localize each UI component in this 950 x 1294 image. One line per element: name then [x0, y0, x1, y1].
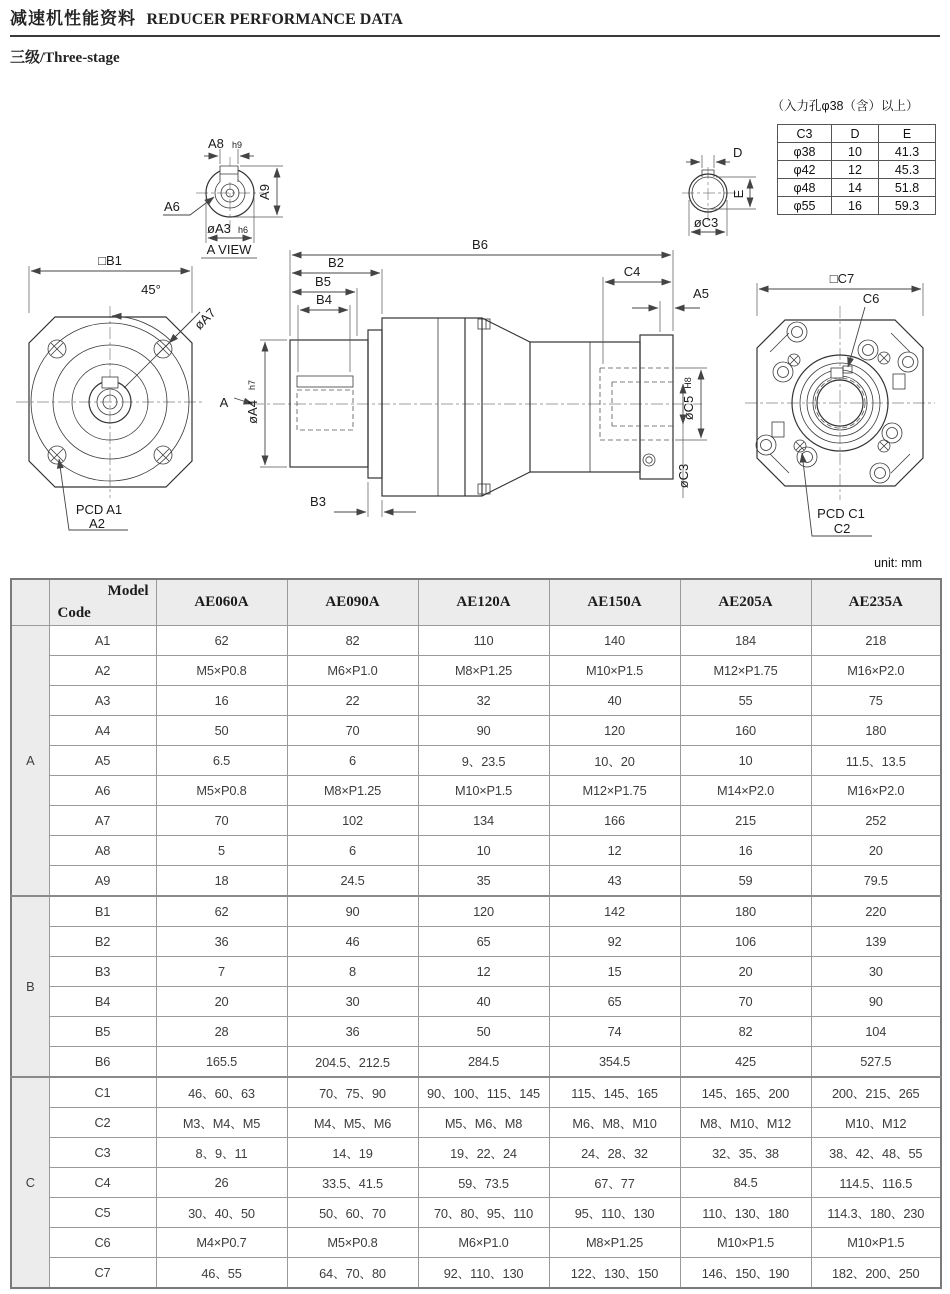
value-cell: 134 [418, 806, 549, 836]
value-cell: 79.5 [811, 866, 941, 897]
value-cell: 10、20 [549, 746, 680, 776]
code-cell: C6 [49, 1228, 156, 1258]
input-hole-cell: φ38 [778, 143, 832, 161]
code-cell: A2 [49, 656, 156, 686]
section-label: C [11, 1077, 49, 1288]
corner-spacer [11, 579, 49, 626]
input-hole-cell: 51.8 [879, 179, 936, 197]
table-row [11, 987, 941, 1017]
input-hole-table [777, 124, 936, 215]
code-cell: A5 [49, 746, 156, 776]
value-cell: 9、23.5 [418, 746, 549, 776]
code-cell: B4 [49, 987, 156, 1017]
front-flange-view [16, 253, 253, 531]
value-cell: 19、22、24 [418, 1138, 549, 1168]
value-cell: 55 [680, 686, 811, 716]
value-cell: 59 [680, 866, 811, 897]
table-row [11, 776, 941, 806]
value-cell: 8 [287, 957, 418, 987]
rear-flange-view [745, 271, 935, 536]
value-cell: 35 [418, 866, 549, 897]
table-row [11, 746, 941, 776]
code-cell: C2 [49, 1108, 156, 1138]
angle-label-45: 45° [141, 282, 161, 297]
value-cell: 10 [680, 746, 811, 776]
value-cell: 75 [811, 686, 941, 716]
value-cell: 32 [418, 686, 549, 716]
table-row [11, 626, 941, 656]
value-cell: 65 [549, 987, 680, 1017]
dim-label-c3-side: øC3 [676, 463, 691, 489]
table-row [11, 1047, 941, 1078]
input-shaft-end-view [682, 145, 756, 236]
value-cell: 70 [287, 716, 418, 746]
value-cell: 16 [680, 836, 811, 866]
code-cell: A3 [49, 686, 156, 716]
value-cell: M10×P1.5 [811, 1228, 941, 1258]
title-english: REDUCER PERFORMANCE DATA [146, 11, 403, 28]
table-row [11, 1258, 941, 1289]
input-hole-column-header: D [832, 125, 879, 143]
section-label: B [11, 896, 49, 1077]
value-cell: 70 [156, 806, 287, 836]
value-cell: 5 [156, 836, 287, 866]
value-cell: M8×P1.25 [287, 776, 418, 806]
value-cell: 7 [156, 957, 287, 987]
code-cell: C7 [49, 1258, 156, 1289]
value-cell: 114.3、180、230 [811, 1198, 941, 1228]
dim-label-c7: □C7 [829, 271, 855, 286]
value-cell: 90 [811, 987, 941, 1017]
value-cell: 64、70、80 [287, 1258, 418, 1289]
value-cell: M8×P1.25 [418, 656, 549, 686]
table-row [11, 716, 941, 746]
value-cell: 104 [811, 1017, 941, 1047]
value-cell: M5×P0.8 [156, 776, 287, 806]
table-row [11, 896, 941, 927]
value-cell: 215 [680, 806, 811, 836]
value-cell: 62 [156, 896, 287, 927]
value-cell: 354.5 [549, 1047, 680, 1078]
code-cell: A1 [49, 626, 156, 656]
plug-screws [478, 319, 490, 494]
code-cell: B5 [49, 1017, 156, 1047]
model-column-header: AE235A [811, 579, 941, 626]
dim-label-c3-end: øC3 [693, 215, 719, 230]
dim-tol-a4: h7 [247, 379, 257, 391]
input-hole-header-row [778, 125, 936, 143]
subtitle-three-stage: 三级/Three-stage [10, 50, 120, 66]
unit-note: unit: mm [874, 556, 922, 570]
value-cell: 50、60、70 [287, 1198, 418, 1228]
table-row [11, 1168, 941, 1198]
value-cell: 145、165、200 [680, 1077, 811, 1108]
model-column-header: AE060A [156, 579, 287, 626]
input-hole-row [778, 197, 936, 215]
input-hole-cell: φ55 [778, 197, 832, 215]
input-hole-cell: 45.3 [879, 161, 936, 179]
value-cell: 6 [287, 836, 418, 866]
rear-bolt-holes [756, 322, 918, 483]
value-cell: M12×P1.75 [680, 656, 811, 686]
value-cell: 527.5 [811, 1047, 941, 1078]
value-cell: 115、145、165 [549, 1077, 680, 1108]
code-cell: C1 [49, 1077, 156, 1108]
table-row [11, 1198, 941, 1228]
value-cell: 67、77 [549, 1168, 680, 1198]
value-cell: 40 [549, 686, 680, 716]
code-cell: C5 [49, 1198, 156, 1228]
value-cell: 252 [811, 806, 941, 836]
value-cell: M16×P2.0 [811, 656, 941, 686]
dim-label-c2: C2 [833, 521, 851, 536]
model-column-header: AE150A [549, 579, 680, 626]
a-view-caption: A VIEW [206, 242, 252, 257]
table-row [11, 1017, 941, 1047]
value-cell: 15 [549, 957, 680, 987]
value-cell: 110、130、180 [680, 1198, 811, 1228]
value-cell: 46、55 [156, 1258, 287, 1289]
value-cell: 59、73.5 [418, 1168, 549, 1198]
input-hole-row [778, 161, 936, 179]
value-cell: 24、28、32 [549, 1138, 680, 1168]
value-cell: 50 [156, 716, 287, 746]
side-view [245, 237, 709, 517]
value-cell: 284.5 [418, 1047, 549, 1078]
value-cell: M14×P2.0 [680, 776, 811, 806]
value-cell: 12 [549, 836, 680, 866]
value-cell: M10、M12 [811, 1108, 941, 1138]
value-cell: 90 [418, 716, 549, 746]
value-cell: 90、100、115、145 [418, 1077, 549, 1108]
value-cell: 22 [287, 686, 418, 716]
value-cell: 184 [680, 626, 811, 656]
value-cell: 120 [549, 716, 680, 746]
input-hole-row [778, 179, 936, 197]
a-view-detail [163, 136, 283, 258]
value-cell: 122、130、150 [549, 1258, 680, 1289]
value-cell: 70、75、90 [287, 1077, 418, 1108]
value-cell: M10×P1.5 [680, 1228, 811, 1258]
value-cell: 204.5、212.5 [287, 1047, 418, 1078]
value-cell: 28 [156, 1017, 287, 1047]
value-cell: 84.5 [680, 1168, 811, 1198]
table-row [11, 866, 941, 897]
value-cell: 140 [549, 626, 680, 656]
table-row [11, 1077, 941, 1108]
table-row [11, 1228, 941, 1258]
dim-label-b1: □B1 [98, 253, 122, 268]
value-cell: 218 [811, 626, 941, 656]
code-cell: B3 [49, 957, 156, 987]
input-hole-cell: 16 [832, 197, 879, 215]
value-cell: 74 [549, 1017, 680, 1047]
value-cell: M10×P1.5 [418, 776, 549, 806]
value-cell: M8、M10、M12 [680, 1108, 811, 1138]
value-cell: 32、35、38 [680, 1138, 811, 1168]
value-cell: 24.5 [287, 866, 418, 897]
corner-label-code: Code [57, 605, 91, 621]
dim-tol-a3: h6 [238, 225, 249, 235]
value-cell: 8、9、11 [156, 1138, 287, 1168]
code-cell: B2 [49, 927, 156, 957]
value-cell: 70 [680, 987, 811, 1017]
value-cell: 36 [287, 1017, 418, 1047]
value-cell: 160 [680, 716, 811, 746]
value-cell: 102 [287, 806, 418, 836]
dimension-table [10, 578, 942, 1289]
value-cell: 62 [156, 626, 287, 656]
dim-label-pcd-a1: PCD A1 [75, 502, 123, 517]
code-cell: A9 [49, 866, 156, 897]
value-cell: 142 [549, 896, 680, 927]
value-cell: M6×P1.0 [287, 656, 418, 686]
value-cell: 16 [156, 686, 287, 716]
dim-label-c5: øC5 [681, 395, 696, 421]
input-hole-cell: 41.3 [879, 143, 936, 161]
value-cell: 26 [156, 1168, 287, 1198]
value-cell: 200、215、265 [811, 1077, 941, 1108]
dim-label-pcd-c1: PCD C1 [817, 506, 865, 521]
model-column-header: AE090A [287, 579, 418, 626]
table-row [11, 1108, 941, 1138]
table-head [11, 579, 941, 626]
dim-label-b5: B5 [315, 274, 331, 289]
table-row [11, 957, 941, 987]
value-cell: 50 [418, 1017, 549, 1047]
dimension-table-wrap [10, 578, 942, 1289]
input-hole-cell: 10 [832, 143, 879, 161]
input-hole-column-header: C3 [778, 125, 832, 143]
value-cell: 6.5 [156, 746, 287, 776]
value-cell: 30 [811, 957, 941, 987]
value-cell: 46 [287, 927, 418, 957]
dim-tol-a8: h9 [232, 140, 243, 150]
value-cell: 6 [287, 746, 418, 776]
dim-label-a9: A9 [257, 184, 272, 200]
dim-label-e: E [731, 189, 746, 199]
model-column-header: AE120A [418, 579, 549, 626]
dim-label-d: D [733, 145, 743, 160]
value-cell: 43 [549, 866, 680, 897]
value-cell: 95、110、130 [549, 1198, 680, 1228]
value-cell: 10 [418, 836, 549, 866]
value-cell: M4×P0.7 [156, 1228, 287, 1258]
dim-label-a8: A8 [208, 136, 224, 151]
code-cell: A8 [49, 836, 156, 866]
value-cell: 110 [418, 626, 549, 656]
model-column-header: AE205A [680, 579, 811, 626]
dim-label-b3: B3 [310, 494, 326, 509]
section-arrow-label: A [219, 395, 229, 410]
value-cell: 40 [418, 987, 549, 1017]
table-row [11, 836, 941, 866]
dim-label-b6: B6 [472, 237, 488, 252]
value-cell: 14、19 [287, 1138, 418, 1168]
input-hole-cell: 14 [832, 179, 879, 197]
value-cell: 30、40、50 [156, 1198, 287, 1228]
value-cell: 82 [680, 1017, 811, 1047]
value-cell: M10×P1.5 [549, 656, 680, 686]
value-cell: 165.5 [156, 1047, 287, 1078]
dim-label-b2: B2 [328, 255, 344, 270]
input-hole-cell: 59.3 [879, 197, 936, 215]
code-cell: C3 [49, 1138, 156, 1168]
value-cell: M5×P0.8 [156, 656, 287, 686]
input-hole-table-wrap [777, 124, 936, 215]
value-cell: 30 [287, 987, 418, 1017]
value-cell: 82 [287, 626, 418, 656]
value-cell: 106 [680, 927, 811, 957]
value-cell: M16×P2.0 [811, 776, 941, 806]
value-cell: 182、200、250 [811, 1258, 941, 1289]
title-chinese: 减速机性能资料 [10, 9, 136, 28]
table-row [11, 656, 941, 686]
value-cell: 180 [811, 716, 941, 746]
code-cell: B1 [49, 896, 156, 927]
dim-label-c6: C6 [862, 291, 880, 306]
value-cell: 139 [811, 927, 941, 957]
table-row [11, 1138, 941, 1168]
value-cell: 20 [680, 957, 811, 987]
dim-tol-c5: H8 [683, 377, 693, 389]
value-cell: 36 [156, 927, 287, 957]
input-hole-column-header: E [879, 125, 936, 143]
value-cell: M5×P0.8 [287, 1228, 418, 1258]
value-cell: 425 [680, 1047, 811, 1078]
value-cell: 146、150、190 [680, 1258, 811, 1289]
code-cell: B6 [49, 1047, 156, 1078]
value-cell: 114.5、116.5 [811, 1168, 941, 1198]
value-cell: 65 [418, 927, 549, 957]
value-cell: M12×P1.75 [549, 776, 680, 806]
table-row [11, 686, 941, 716]
dim-label-a2: A2 [89, 516, 105, 531]
input-hole-note: （入力孔φ38（含）以上） [771, 99, 919, 113]
value-cell: M5、M6、M8 [418, 1108, 549, 1138]
code-cell: A4 [49, 716, 156, 746]
input-hole-row [778, 143, 936, 161]
value-cell: 92 [549, 927, 680, 957]
value-cell: M8×P1.25 [549, 1228, 680, 1258]
value-cell: M4、M5、M6 [287, 1108, 418, 1138]
dim-label-a7: øA7 [191, 305, 219, 333]
value-cell: 90 [287, 896, 418, 927]
value-cell: 180 [680, 896, 811, 927]
value-cell: 220 [811, 896, 941, 927]
value-cell: 20 [811, 836, 941, 866]
value-cell: M6、M8、M10 [549, 1108, 680, 1138]
value-cell: 120 [418, 896, 549, 927]
value-cell: 92、110、130 [418, 1258, 549, 1289]
value-cell: 20 [156, 987, 287, 1017]
value-cell: 18 [156, 866, 287, 897]
dim-label-a5: A5 [693, 286, 709, 301]
dim-label-c4: C4 [623, 264, 641, 279]
dim-label-b4: B4 [316, 292, 332, 307]
value-cell: M6×P1.0 [418, 1228, 549, 1258]
input-hole-cell: φ48 [778, 179, 832, 197]
value-cell: 11.5、13.5 [811, 746, 941, 776]
value-cell: 166 [549, 806, 680, 836]
corner-label-model: Model [107, 583, 149, 599]
table-row [11, 927, 941, 957]
code-cell: A6 [49, 776, 156, 806]
dim-label-a4: øA4 [245, 400, 260, 424]
value-cell: 12 [418, 957, 549, 987]
input-hole-cell: 12 [832, 161, 879, 179]
dim-label-a6: A6 [164, 199, 180, 214]
value-cell: 38、42、48、55 [811, 1138, 941, 1168]
table-row [11, 806, 941, 836]
header-row [11, 579, 941, 626]
value-cell: 70、80、95、110 [418, 1198, 549, 1228]
value-cell: 33.5、41.5 [287, 1168, 418, 1198]
input-hole-cell: φ42 [778, 161, 832, 179]
dim-label-a3: øA3 [207, 221, 231, 236]
page-title [10, 4, 940, 37]
section-label: A [11, 626, 49, 897]
table-body [11, 626, 941, 1289]
value-cell: 46、60、63 [156, 1077, 287, 1108]
model-code-corner-cell [49, 579, 156, 626]
code-cell: A7 [49, 806, 156, 836]
code-cell: C4 [49, 1168, 156, 1198]
value-cell: M3、M4、M5 [156, 1108, 287, 1138]
